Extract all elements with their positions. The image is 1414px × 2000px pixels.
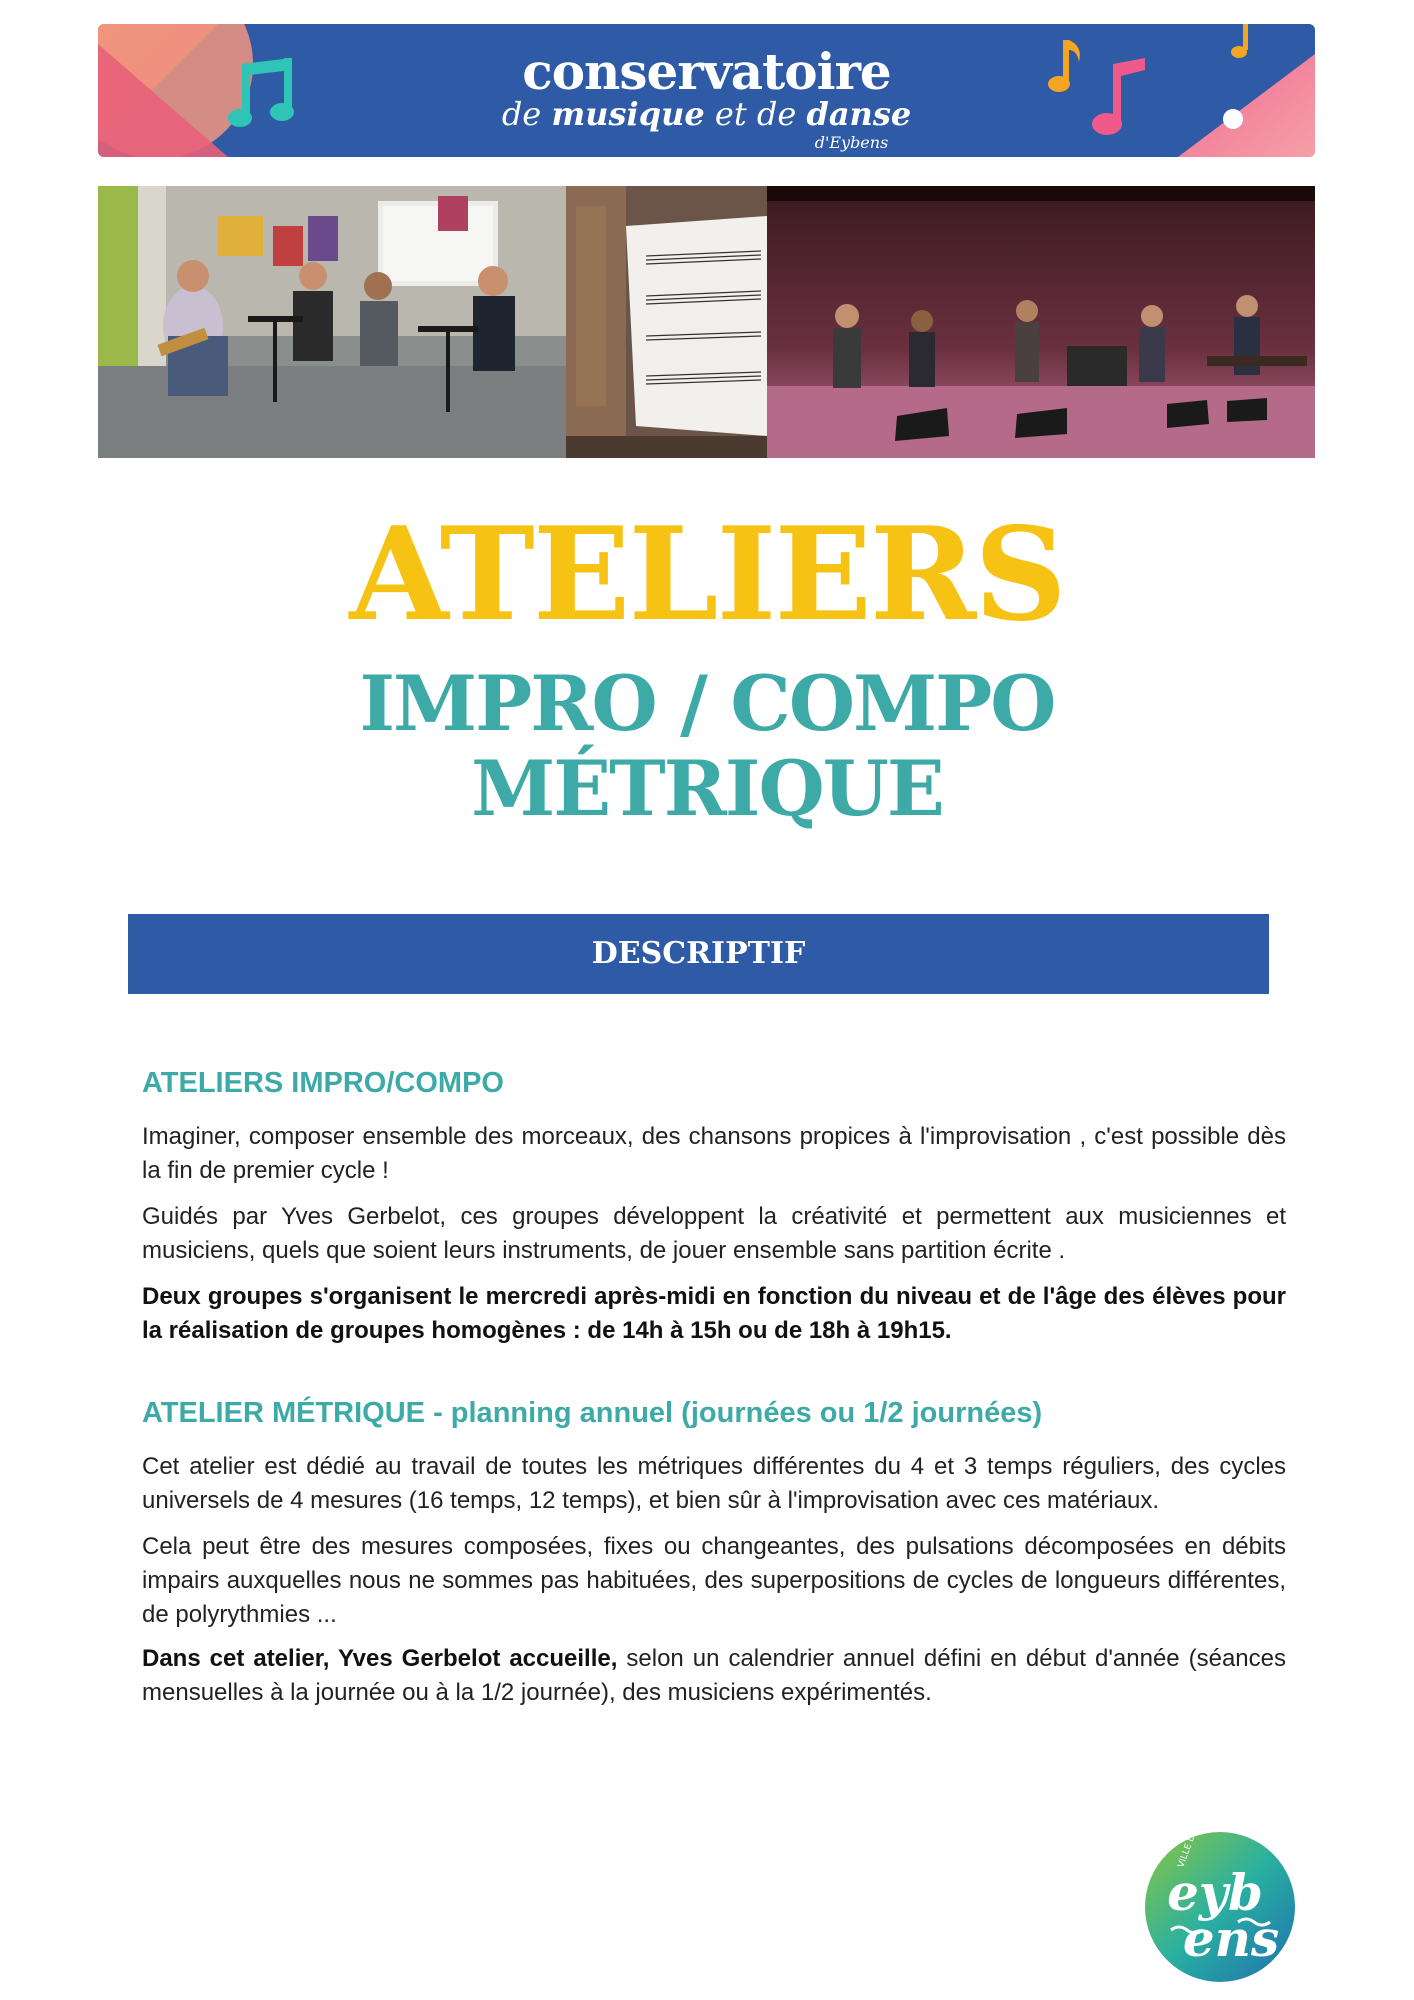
eybens-logo [1143,1830,1298,1985]
descriptif-bar: DESCRIPTIF [128,914,1269,994]
logo-ens-text: ens [1182,1909,1280,1968]
banner-subtitle-prefix: de [501,95,542,133]
photo-stage-concert [767,186,1315,458]
photo-sheet-music [566,186,767,458]
section1-paragraph-1: Imaginer, composer ensemble des morceaux, des chansons propices à l'improvisation , c'est possible dès la fin de premier cycle ! [142,1123,1286,1184]
eybens-logo-icon [1143,1830,1298,1985]
rehearsal-room-image [98,186,566,458]
section2-paragraph-3-rest: selon un calendrier annuel défini en début d'année (séances mensuelles à la journée ou à la 1/2 journée), des musiciens expérimentés. [142,1645,1287,1706]
banner-subtitle-mid: et de [714,95,797,133]
section2-paragraph-3-bold: Dans cet atelier, Yves Gerbelot accueille, [142,1645,618,1672]
banner-title [98,24,1315,157]
banner-subtitle [98,96,1315,132]
section1-paragraph-2: Guidés par Yves Gerbelot, ces groupes développent la créativité et permettent aux musiciennes et musiciens, quels que soient leurs instruments, de jouer ensemble sans partition écrite . [142,1203,1286,1264]
photo-rehearsal-room [98,186,566,458]
header-banner [98,24,1315,157]
title-impro-compo: IMPRO / COMPO [359,659,1055,748]
section2-paragraph-2: Cela peut être des mesures composées, fixes ou changeantes, des pulsations décomposées en débits impairs auxquelles nous ne sommes pas habituées, des superpositions de cycles de longueurs différentes, de polyrythmies ... [142,1533,1286,1628]
banner-subtitle-musique: musique [551,95,705,133]
banner-location: d'Eybens [814,133,889,152]
banner-subtitle-danse: danse [806,95,912,133]
section1-paragraph-3-bold: Deux groupes s'organisent le mercredi après-midi en fonction du niveau et de l'âge des élèves pour la réalisation de groupes homogènes : de 14h à 15h ou de 18h à 19h15. [142,1283,1286,1344]
section-heading-metrique: ATELIER MÉTRIQUE - planning annuel (journées ou 1/2 journées) [142,1397,1043,1429]
banner-title-conservatoire: conservatoire [522,42,891,101]
section2-paragraph-1: Cet atelier est dédié au travail de toutes les métriques différentes du 4 et 3 temps réguliers, des cycles universels de 4 mesures (16 temps, 12 temps), et bien sûr à l'improvisation avec ces matériaux. [142,1453,1286,1514]
logo-ville-text: VILLE D' [1176,1831,1199,1870]
section2-paragraph-3 [142,1642,1286,1710]
sheet-music-image [566,186,767,458]
section1-paragraph-3 [142,1280,1286,1348]
stage-concert-image [767,186,1315,458]
title-ateliers: ATELIERS [349,500,1065,650]
section-heading-impro-compo: ATELIERS IMPRO/COMPO [142,1067,504,1099]
title-metrique: MÉTRIQUE [471,744,943,833]
photo-strip [98,186,1315,458]
logo-eyb-text: eyb [1167,1863,1263,1922]
